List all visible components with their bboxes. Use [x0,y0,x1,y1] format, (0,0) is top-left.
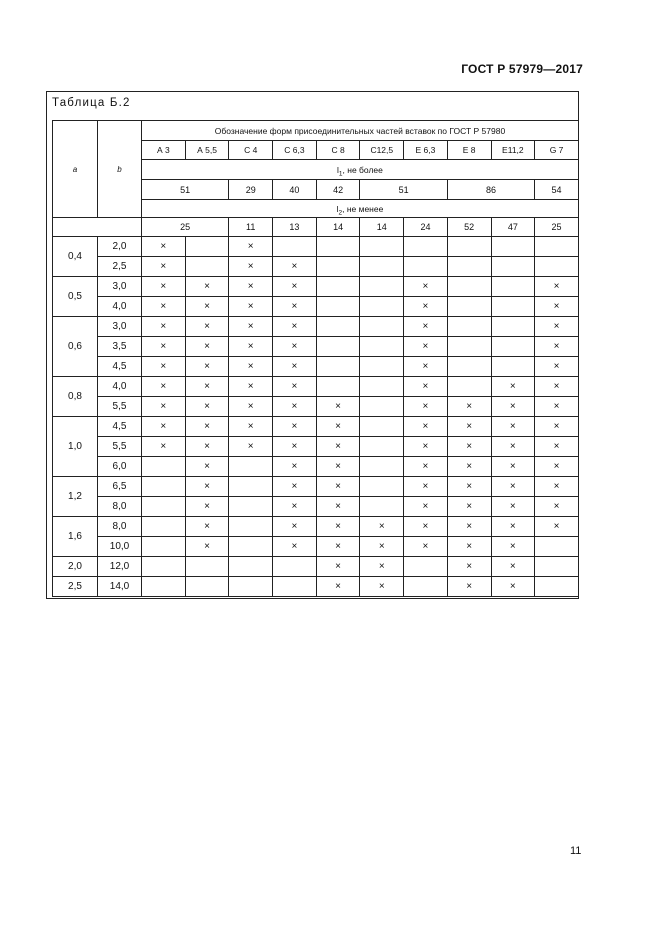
form-header: Е11,2 [491,141,535,160]
applicability-mark: × [491,377,535,397]
applicability-mark: × [316,437,360,457]
empty-cell [229,477,273,497]
empty-cell [491,317,535,337]
empty-cell [535,257,579,277]
table-row [53,317,579,337]
form-header: А 3 [142,141,186,160]
applicability-mark: × [142,257,186,277]
applicability-mark: × [535,497,579,517]
applicability-mark: × [491,417,535,437]
empty-cell [185,577,229,597]
applicability-mark: × [316,477,360,497]
l2-value: 25 [142,218,229,237]
applicability-mark: × [491,497,535,517]
empty-cell [491,257,535,277]
applicability-mark: × [404,297,448,317]
applicability-mark: × [185,477,229,497]
applicability-mark: × [535,437,579,457]
applicability-mark: × [535,417,579,437]
empty-cell [142,577,186,597]
form-header: А 5,5 [185,141,229,160]
empty-cell [360,457,404,477]
empty-cell [360,437,404,457]
data-table [52,120,579,597]
applicability-mark: × [404,517,448,537]
applicability-mark: × [447,477,491,497]
empty-cell [404,577,448,597]
applicability-mark: × [447,517,491,537]
applicability-mark: × [404,457,448,477]
empty-cell [360,257,404,277]
applicability-mark: × [491,577,535,597]
empty-cell [360,477,404,497]
applicability-mark: × [447,437,491,457]
a-value: 1,6 [53,517,98,557]
empty-cell [142,537,186,557]
b-value: 2,0 [98,237,142,257]
empty-cell [447,337,491,357]
empty-cell [229,457,273,477]
empty-cell [360,277,404,297]
l1-value: 40 [273,180,317,200]
a-value: 0,8 [53,377,98,417]
applicability-mark: × [535,337,579,357]
empty-cell [535,557,579,577]
table-row [53,257,579,277]
table-row [53,417,579,437]
applicability-mark: × [185,297,229,317]
document-standard-number: ГОСТ Р 57979—2017 [461,62,583,76]
form-header: С 4 [229,141,273,160]
applicability-mark: × [273,517,317,537]
b-value: 4,5 [98,357,142,377]
b-value: 2,5 [98,257,142,277]
applicability-mark: × [142,317,186,337]
l2-value: 52 [447,218,491,237]
empty-cell [316,257,360,277]
applicability-mark: × [360,557,404,577]
applicability-mark: × [229,417,273,437]
column-header-b: b [98,121,142,218]
applicability-mark: × [229,377,273,397]
column-header-a: a [53,121,98,218]
applicability-mark: × [491,457,535,477]
applicability-mark: × [185,397,229,417]
form-header: С 6,3 [273,141,317,160]
applicability-mark: × [535,457,579,477]
b-value: 3,0 [98,277,142,297]
l2-value: 13 [273,218,317,237]
applicability-mark: × [142,297,186,317]
l1-value: 42 [316,180,360,200]
applicability-mark: × [404,357,448,377]
empty-cell [142,497,186,517]
b-value: 8,0 [98,497,142,517]
applicability-mark: × [273,257,317,277]
applicability-mark: × [142,377,186,397]
applicability-mark: × [316,397,360,417]
empty-cell [142,477,186,497]
spacer-cell [53,218,142,237]
applicability-mark: × [316,517,360,537]
b-value: 4,5 [98,417,142,437]
table-row [53,377,579,397]
applicability-mark: × [229,397,273,417]
table-row [53,557,579,577]
empty-cell [316,317,360,337]
applicability-mark: × [447,537,491,557]
applicability-mark: × [360,537,404,557]
applicability-mark: × [535,477,579,497]
a-value: 2,5 [53,577,98,597]
form-header: Е 8 [447,141,491,160]
applicability-mark: × [229,257,273,277]
form-header: С12,5 [360,141,404,160]
form-header: С 8 [316,141,360,160]
empty-cell [447,257,491,277]
empty-cell [185,237,229,257]
applicability-mark: × [185,337,229,357]
applicability-mark: × [404,417,448,437]
empty-cell [185,257,229,277]
empty-cell [360,237,404,257]
applicability-mark: × [491,517,535,537]
applicability-mark: × [142,337,186,357]
empty-cell [360,417,404,437]
applicability-mark: × [360,577,404,597]
b-value: 3,5 [98,337,142,357]
b-value: 12,0 [98,557,142,577]
applicability-mark: × [491,437,535,457]
empty-cell [447,317,491,337]
empty-cell [535,237,579,257]
empty-cell [185,557,229,577]
table-caption: Таблица Б.2 [52,97,131,109]
applicability-mark: × [316,557,360,577]
empty-cell [316,337,360,357]
empty-cell [360,337,404,357]
applicability-mark: × [404,337,448,357]
table-row [53,297,579,317]
applicability-mark: × [273,537,317,557]
applicability-mark: × [404,437,448,457]
empty-cell [229,577,273,597]
applicability-mark: × [185,377,229,397]
applicability-mark: × [404,497,448,517]
l1-value: 29 [229,180,273,200]
table-row [53,437,579,457]
empty-cell [491,237,535,257]
applicability-mark: × [491,557,535,577]
l1-value: 54 [535,180,579,200]
applicability-mark: × [142,437,186,457]
applicability-mark: × [185,537,229,557]
applicability-mark: × [447,417,491,437]
empty-cell [404,557,448,577]
applicability-mark: × [185,497,229,517]
l2-value: 14 [360,218,404,237]
applicability-mark: × [404,317,448,337]
empty-cell [360,357,404,377]
b-value: 5,5 [98,437,142,457]
table-row [53,277,579,297]
applicability-mark: × [273,417,317,437]
applicability-mark: × [535,357,579,377]
applicability-mark: × [316,497,360,517]
empty-cell [404,237,448,257]
l1-value: 51 [142,180,229,200]
a-value: 0,4 [53,237,98,277]
applicability-mark: × [535,397,579,417]
table-row [53,537,579,557]
applicability-mark: × [447,397,491,417]
l1-label: $l_1$, не более [142,160,579,180]
applicability-mark: × [229,437,273,457]
form-header: Е 6,3 [404,141,448,160]
l2-value: 24 [404,218,448,237]
empty-cell [360,397,404,417]
table-row [53,337,579,357]
a-value: 0,6 [53,317,98,377]
empty-cell [142,557,186,577]
applicability-mark: × [142,397,186,417]
b-value: 5,5 [98,397,142,417]
b-value: 3,0 [98,317,142,337]
applicability-mark: × [273,457,317,477]
applicability-mark: × [185,317,229,337]
a-value: 1,0 [53,417,98,477]
table-row [53,577,579,597]
empty-cell [535,537,579,557]
applicability-mark: × [273,337,317,357]
applicability-mark: × [273,277,317,297]
applicability-mark: × [185,457,229,477]
empty-cell [360,297,404,317]
b-value: 6,5 [98,477,142,497]
b-value: 14,0 [98,577,142,597]
applicability-mark: × [360,517,404,537]
empty-cell [447,297,491,317]
empty-cell [447,237,491,257]
applicability-mark: × [447,457,491,477]
table-row [53,237,579,257]
applicability-mark: × [535,277,579,297]
applicability-mark: × [142,237,186,257]
applicability-mark: × [229,357,273,377]
applicability-mark: × [273,297,317,317]
applicability-mark: × [273,437,317,457]
applicability-mark: × [404,277,448,297]
applicability-mark: × [142,357,186,377]
b-value: 4,0 [98,297,142,317]
applicability-mark: × [229,237,273,257]
applicability-mark: × [229,337,273,357]
b-value: 10,0 [98,537,142,557]
applicability-mark: × [535,297,579,317]
applicability-mark: × [273,497,317,517]
applicability-mark: × [535,517,579,537]
applicability-mark: × [185,437,229,457]
l2-value: 11 [229,218,273,237]
empty-cell [360,497,404,517]
empty-cell [491,277,535,297]
applicability-mark: × [447,577,491,597]
applicability-mark: × [185,357,229,377]
a-value: 1,2 [53,477,98,517]
empty-cell [447,277,491,297]
table-row [53,357,579,377]
applicability-mark: × [447,497,491,517]
l2-value: 25 [535,218,579,237]
empty-cell [491,357,535,377]
applicability-mark: × [404,477,448,497]
applicability-mark: × [316,537,360,557]
applicability-mark: × [491,537,535,557]
empty-cell [316,277,360,297]
empty-cell [273,577,317,597]
table-row [53,497,579,517]
a-value: 0,5 [53,277,98,317]
empty-cell [447,357,491,377]
applicability-mark: × [273,317,317,337]
applicability-mark: × [273,477,317,497]
applicability-mark: × [316,577,360,597]
table-row [53,477,579,497]
applicability-mark: × [273,397,317,417]
l2-value: 14 [316,218,360,237]
l1-value: 86 [447,180,534,200]
applicability-mark: × [273,377,317,397]
form-header: G 7 [535,141,579,160]
applicability-mark: × [491,477,535,497]
applicability-mark: × [185,517,229,537]
applicability-mark: × [229,317,273,337]
b-value: 4,0 [98,377,142,397]
empty-cell [316,237,360,257]
empty-cell [229,517,273,537]
l2-label: $l_2$, не менее [142,200,579,218]
applicability-mark: × [142,417,186,437]
applicability-mark: × [404,537,448,557]
a-value: 2,0 [53,557,98,577]
applicability-mark: × [229,277,273,297]
applicability-mark: × [142,277,186,297]
table-row [53,397,579,417]
page-number: 11 [570,845,582,857]
empty-cell [404,257,448,277]
l2-value: 47 [491,218,535,237]
forms-title: Обозначение форм присоединительных частей вставок по ГОСТ Р 57980 [142,121,579,141]
empty-cell [447,377,491,397]
applicability-mark: × [316,417,360,437]
empty-cell [273,237,317,257]
empty-cell [360,377,404,397]
empty-cell [229,557,273,577]
applicability-mark: × [185,277,229,297]
empty-cell [229,497,273,517]
applicability-mark: × [229,297,273,317]
empty-cell [273,557,317,577]
applicability-mark: × [535,317,579,337]
b-value: 6,0 [98,457,142,477]
applicability-mark: × [535,377,579,397]
empty-cell [142,457,186,477]
applicability-mark: × [404,377,448,397]
b-value: 8,0 [98,517,142,537]
empty-cell [316,357,360,377]
empty-cell [491,337,535,357]
applicability-mark: × [316,457,360,477]
applicability-mark: × [185,417,229,437]
applicability-mark: × [273,357,317,377]
empty-cell [142,517,186,537]
empty-cell [360,317,404,337]
l1-value: 51 [360,180,447,200]
empty-cell [229,537,273,557]
applicability-mark: × [491,397,535,417]
empty-cell [316,297,360,317]
empty-cell [535,577,579,597]
table-row [53,457,579,477]
empty-cell [491,297,535,317]
applicability-mark: × [404,397,448,417]
empty-cell [316,377,360,397]
table-row [53,517,579,537]
applicability-mark: × [447,557,491,577]
